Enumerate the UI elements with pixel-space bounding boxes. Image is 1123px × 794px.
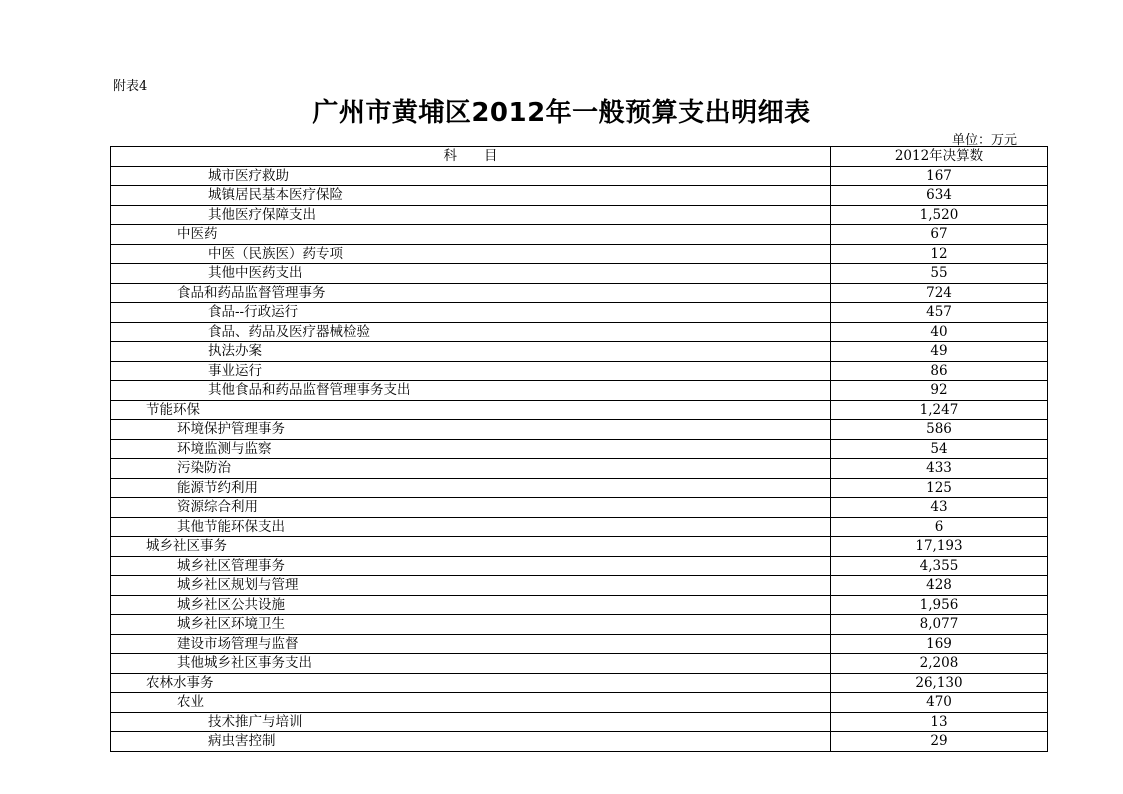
- unit-label: 单位：万元: [951, 133, 1017, 148]
- table-body: [111, 166, 1048, 751]
- table-row: [111, 615, 1048, 635]
- row-subject: 事业运行: [111, 361, 831, 381]
- table-row: [111, 634, 1048, 654]
- row-subject: 中医药: [111, 225, 831, 245]
- row-amount: 428: [831, 576, 1048, 596]
- row-subject: 农林水事务: [111, 673, 831, 693]
- row-amount: 4,355: [831, 556, 1048, 576]
- row-subject: 环境监测与监察: [111, 439, 831, 459]
- table-row: [111, 225, 1048, 245]
- table-row: [111, 205, 1048, 225]
- row-amount: 55: [831, 264, 1048, 284]
- page-title: 广州市黄埔区2012年一般预算支出明细表: [312, 98, 811, 128]
- table-row: [111, 693, 1048, 713]
- table-row: [111, 478, 1048, 498]
- row-amount: 1,956: [831, 595, 1048, 615]
- row-subject: 技术推广与培训: [111, 712, 831, 732]
- table-row: [111, 381, 1048, 401]
- appendix-label: 附表4: [113, 79, 148, 94]
- table-row: [111, 556, 1048, 576]
- row-subject: 食品、药品及医疗器械检验: [111, 322, 831, 342]
- table-row: [111, 673, 1048, 693]
- row-amount: 54: [831, 439, 1048, 459]
- row-subject: 农业: [111, 693, 831, 713]
- row-amount: 86: [831, 361, 1048, 381]
- row-amount: 29: [831, 732, 1048, 752]
- row-amount: 43: [831, 498, 1048, 518]
- row-subject: 其他医疗保障支出: [111, 205, 831, 225]
- row-subject: 病虫害控制: [111, 732, 831, 752]
- row-amount: 2,208: [831, 654, 1048, 674]
- table-row: [111, 595, 1048, 615]
- row-subject: 食品和药品监督管理事务: [111, 283, 831, 303]
- table-row: [111, 439, 1048, 459]
- table-row: [111, 244, 1048, 264]
- row-subject: 其他中医药支出: [111, 264, 831, 284]
- header-amount: 2012年决算数: [831, 147, 1048, 167]
- row-subject: 城乡社区规划与管理: [111, 576, 831, 596]
- table-row: [111, 322, 1048, 342]
- row-subject: 节能环保: [111, 400, 831, 420]
- table-row: [111, 400, 1048, 420]
- row-subject: 其他食品和药品监督管理事务支出: [111, 381, 831, 401]
- row-amount: 92: [831, 381, 1048, 401]
- table-row: [111, 732, 1048, 752]
- row-subject: 能源节约利用: [111, 478, 831, 498]
- row-subject: 城乡社区管理事务: [111, 556, 831, 576]
- row-subject: 城乡社区环境卫生: [111, 615, 831, 635]
- row-subject: 城市医疗救助: [111, 166, 831, 186]
- row-amount: 49: [831, 342, 1048, 362]
- table-row: [111, 264, 1048, 284]
- table-row: [111, 283, 1048, 303]
- table-row: [111, 459, 1048, 479]
- table-row: [111, 420, 1048, 440]
- table-row: [111, 166, 1048, 186]
- row-subject: 环境保护管理事务: [111, 420, 831, 440]
- row-subject: 城镇居民基本医疗保险: [111, 186, 831, 206]
- row-amount: 12: [831, 244, 1048, 264]
- table-row: [111, 342, 1048, 362]
- row-subject: 其他节能环保支出: [111, 517, 831, 537]
- row-amount: 586: [831, 420, 1048, 440]
- row-amount: 457: [831, 303, 1048, 323]
- budget-table: [110, 146, 1048, 752]
- table-row: [111, 186, 1048, 206]
- row-amount: 433: [831, 459, 1048, 479]
- row-subject: 其他城乡社区事务支出: [111, 654, 831, 674]
- row-amount: 13: [831, 712, 1048, 732]
- row-subject: 中医（民族医）药专项: [111, 244, 831, 264]
- table-header-row: [111, 147, 1048, 167]
- row-amount: 40: [831, 322, 1048, 342]
- row-subject: 污染防治: [111, 459, 831, 479]
- table-row: [111, 361, 1048, 381]
- row-amount: 470: [831, 693, 1048, 713]
- table-row: [111, 712, 1048, 732]
- row-amount: 125: [831, 478, 1048, 498]
- table-row: [111, 537, 1048, 557]
- row-amount: 724: [831, 283, 1048, 303]
- row-subject: 城乡社区事务: [111, 537, 831, 557]
- table-row: [111, 517, 1048, 537]
- row-amount: 1,520: [831, 205, 1048, 225]
- table-row: [111, 654, 1048, 674]
- row-subject: 执法办案: [111, 342, 831, 362]
- row-subject: 城乡社区公共设施: [111, 595, 831, 615]
- table-row: [111, 498, 1048, 518]
- row-amount: 17,193: [831, 537, 1048, 557]
- header-subject: 科 目: [111, 147, 831, 167]
- row-amount: 67: [831, 225, 1048, 245]
- table-row: [111, 303, 1048, 323]
- row-amount: 8,077: [831, 615, 1048, 635]
- row-subject: 食品--行政运行: [111, 303, 831, 323]
- row-amount: 167: [831, 166, 1048, 186]
- row-amount: 1,247: [831, 400, 1048, 420]
- row-amount: 26,130: [831, 673, 1048, 693]
- table-row: [111, 576, 1048, 596]
- row-amount: 169: [831, 634, 1048, 654]
- row-amount: 6: [831, 517, 1048, 537]
- row-amount: 634: [831, 186, 1048, 206]
- row-subject: 建设市场管理与监督: [111, 634, 831, 654]
- row-subject: 资源综合利用: [111, 498, 831, 518]
